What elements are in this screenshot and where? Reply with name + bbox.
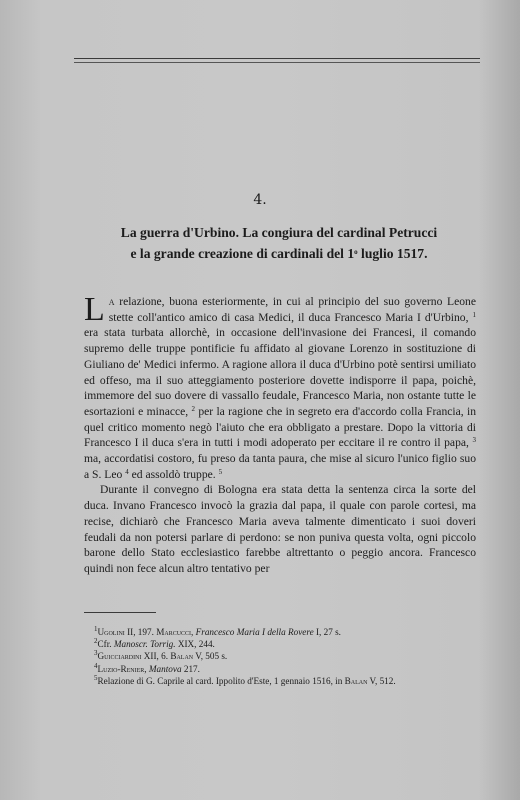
footnote-author: Balan <box>344 675 368 686</box>
chapter-title-line2-start: e la grande creazione di cardinali del 1 <box>130 246 355 261</box>
footnotes <box>94 626 476 687</box>
footnote-author: Marcucci <box>156 627 192 637</box>
footnote-4 <box>94 663 476 675</box>
footnote-text: Relazione di G. Caprile al card. Ippolito d'Este, 1 gennaio 1516, in <box>97 675 345 686</box>
paragraph-1-text-1: relazione, buona esteriormente, in cui al principio del suo governo Leone stette coll'antico amico di casa Medici, il duca Francesco Maria I d'Urbino, <box>108 295 476 324</box>
chapter-title-line1: La guerra d'Urbino. La congiura del cardinal Petrucci <box>120 225 438 240</box>
footnote-text: , <box>191 627 196 637</box>
footnote-mark: 4 <box>94 661 98 670</box>
footnote-text: 217. <box>181 663 200 674</box>
footnote-mark: 2 <box>94 637 98 646</box>
footnote-work-title: Manoscr. Torrig. <box>113 639 176 650</box>
footnote-text: I, 27 s. <box>313 627 341 637</box>
header-rule-second <box>74 62 480 63</box>
paragraph-1-text-3: per la ragione che in segreto era d'accordo colla Francia, in quel critico momento negò l'aiuto che era obbligato a prestare. Dopo la vittoria di Francesco I il duca s'era in tutti i modi adoperato per eccitare il re contro il papa, <box>84 404 476 450</box>
footnote-author: Balan <box>170 651 194 662</box>
footnote-ref-1: 1 <box>472 310 476 319</box>
footnote-author: Ugolini <box>97 627 125 637</box>
chapter-title-line2 <box>74 243 484 264</box>
footnote-text: XII, 6. <box>141 651 171 662</box>
footnote-5 <box>94 675 476 687</box>
chapter-title-ordinal: o <box>354 248 358 256</box>
footnote-3 <box>94 650 476 662</box>
header-rule <box>74 58 480 59</box>
footnote-work-title: Francesco Maria I della Rovere <box>195 627 314 637</box>
footnote-ref-4: 4 <box>125 467 129 476</box>
footnote-author: Luzio-Renier <box>97 663 145 674</box>
footnote-text: V, 512. <box>367 675 396 686</box>
paragraph-1-text-2: era stata turbata allorchè, in occasione dell'invasione dei Francesi, il comando supremo delle truppe pontificie fu affidato al giovane Lorenzo in sostituzione di Giuliano de' Medici infermo. A ragione allora il duca d'Urbino potè sentirsi umiliato ed offeso, ma il suo atteggiamento posteriore dovette indisporre il papa, poichè, immemore del suo dovere di vassallo feudale, Francesco Maria, non ostante tutte le esortazioni e minacce, <box>84 326 476 418</box>
paragraph-1-text-4: ma, accordatisi costoro, fu preso da tanta paura, che mise al sicuro l'unico figlio suo a S. Leo <box>84 452 476 481</box>
body-text <box>84 291 476 577</box>
footnote-text: XIX, 244. <box>175 639 215 650</box>
chapter-title <box>74 222 484 264</box>
drop-cap: L <box>84 291 105 328</box>
footnote-ref-3: 3 <box>472 436 476 445</box>
paragraph-2: Durante il convegno di Bologna era stata detta la sentenza circa la sorte del duca. Invano Francesco invocò la grazia dal papa, il quale con parole cortesi, ma recise, dichiarò che Francesco Maria aveva talmente dimenticato i suoi doveri feudali da non potersi parlare di perdono: se non puniva questa volta, ogni piccolo barone dello Stato ecclesiastico farebbe altrettanto o peggio ancora. Francesco quindi non fece alcun altro tentativo per <box>84 483 476 575</box>
paragraph-1 <box>84 291 476 482</box>
chapter-title-line2-end: luglio 1517. <box>357 246 428 261</box>
footnote-author: Guicciardini <box>97 651 142 662</box>
paragraph-1-text-5: ed assoldò truppe. <box>128 467 219 481</box>
footnote-text: V, 505 s. <box>193 651 228 662</box>
chapter-number: 4. <box>253 192 267 208</box>
footnote-mark: 1 <box>94 625 98 633</box>
footnote-1 <box>94 626 476 638</box>
footnote-text: Cfr. <box>97 639 114 650</box>
footnote-rule <box>84 612 156 613</box>
footnote-text: , <box>144 663 149 674</box>
footnote-mark: 5 <box>94 673 98 682</box>
small-caps-lead: a <box>108 295 115 308</box>
footnote-work-title: Mantova <box>148 663 182 674</box>
footnote-ref-2: 2 <box>191 404 195 413</box>
footnote-ref-5: 5 <box>218 467 223 476</box>
footnote-text: II, 197. <box>124 627 157 637</box>
footnote-2 <box>94 638 476 650</box>
footnote-mark: 3 <box>94 649 98 658</box>
